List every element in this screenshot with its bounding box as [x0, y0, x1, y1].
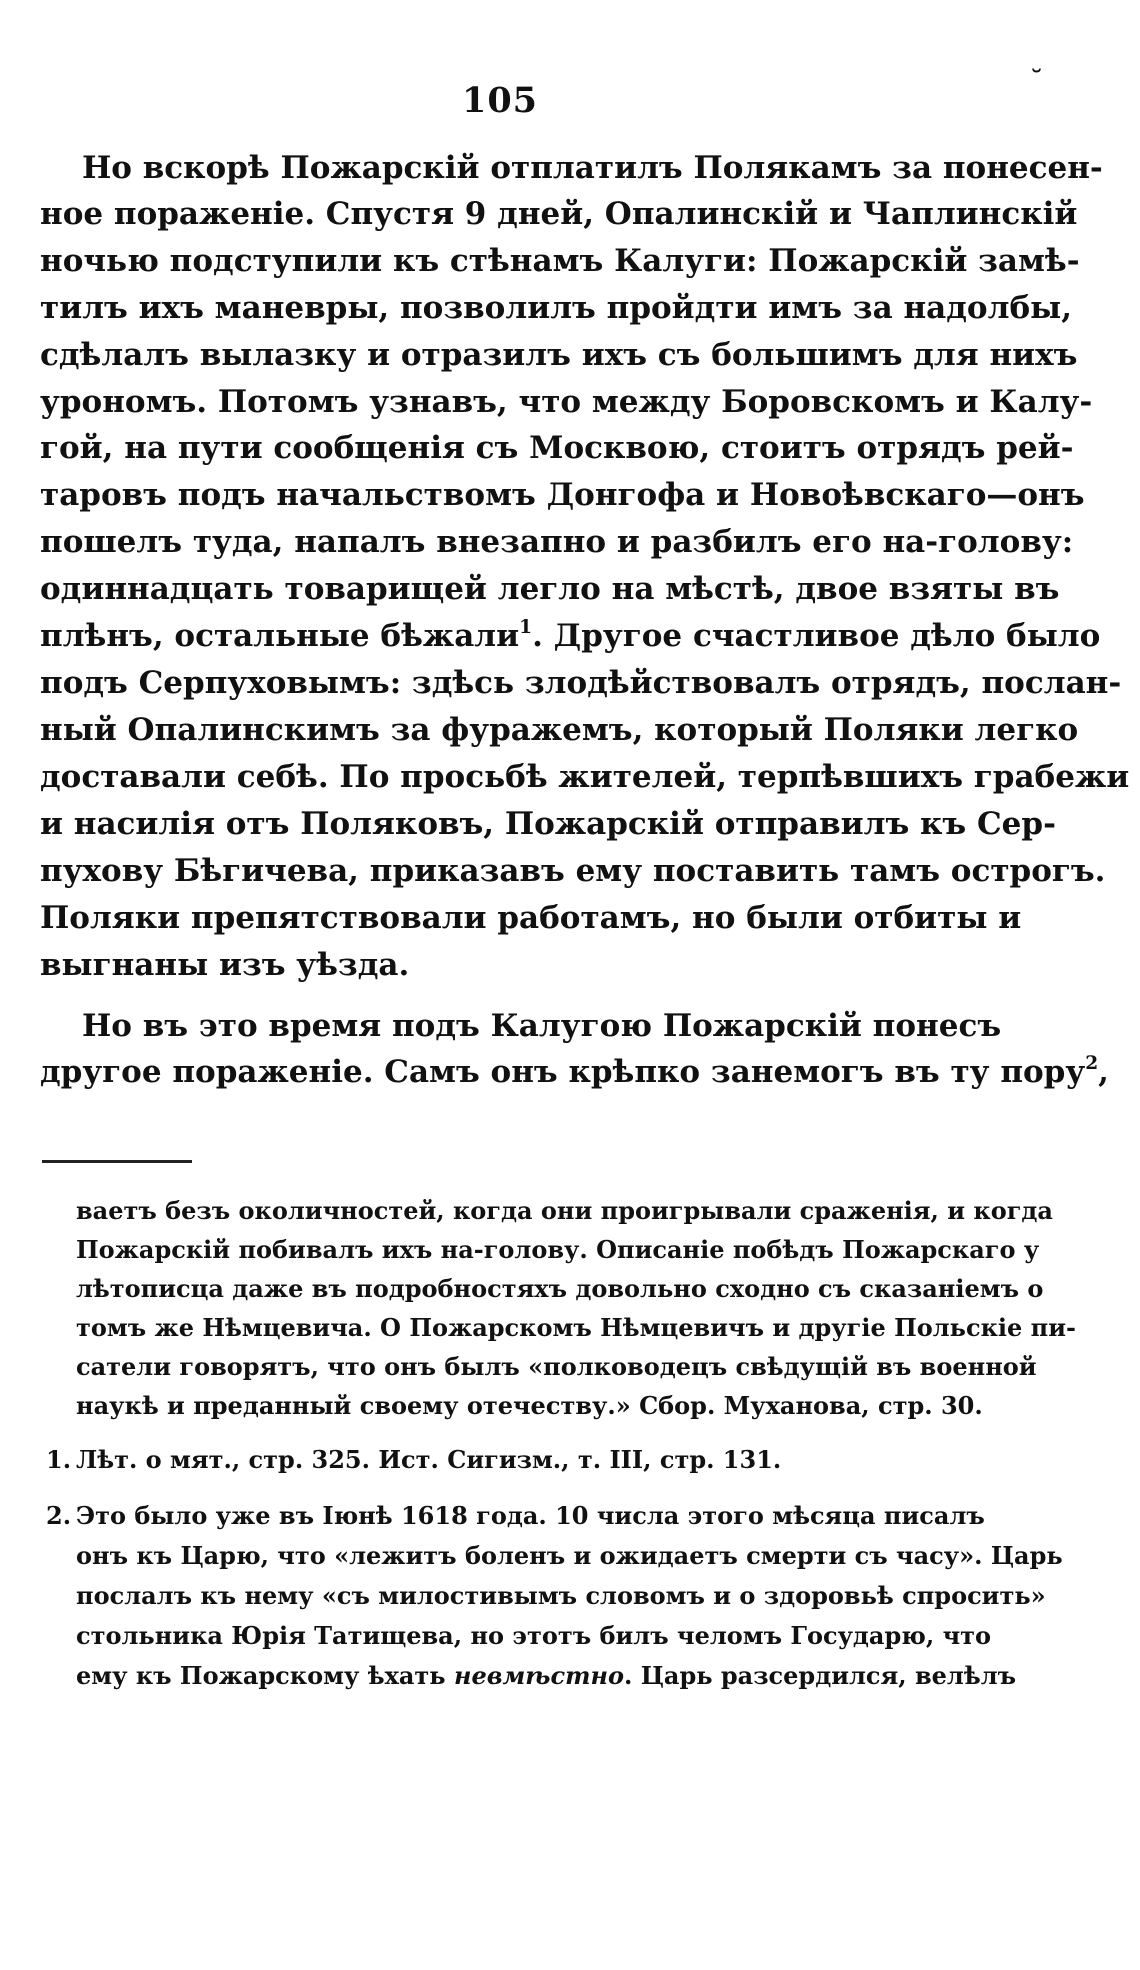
footnote-ref-1[interactable]: 1 — [519, 616, 533, 638]
footnote-separator — [42, 1160, 192, 1163]
footnote-ref-2[interactable]: 2 — [1085, 1052, 1099, 1074]
main-text-line: Но въ это время подъ Калугою Пожарскій понесъ — [82, 1008, 1002, 1044]
footnote-2: 2. Это было уже въ Іюнѣ 1618 года. 10 числа этого мѣсяца писалъ — [46, 1501, 985, 1530]
main-text-line: ночью подступили къ стѣнамъ Калуги: Пожарскій замѣ- — [40, 243, 1080, 279]
main-text-line: пухову Бѣгичева, приказавъ ему поставить тамъ острогъ. — [40, 853, 1106, 889]
footnote-text: Это было уже въ Іюнѣ 1618 года. 10 числа этого мѣсяца писалъ — [76, 1501, 985, 1530]
main-text-line: пошелъ туда, напалъ внезапно и разбилъ его на-голову: — [40, 524, 1074, 560]
main-text-line: одиннадцать товарищей легло на мѣстѣ, двое взяты въ — [40, 571, 1060, 607]
corner-mark: ˘ — [1030, 66, 1043, 96]
main-text-fragment: другое пораженіе. Самъ онъ крѣпко занемогъ въ ту пору — [40, 1054, 1086, 1090]
main-text-fragment: плѣнъ, остальные бѣжали — [40, 618, 520, 654]
footnote-text: ему къ Пожарскому ѣхать — [76, 1661, 454, 1690]
main-text-line: ный Опалинскимъ за фуражемъ, который Поляки легко — [40, 712, 1079, 748]
main-text-line: урономъ. Потомъ узнавъ, что между Боровскомъ и Калу- — [40, 384, 1093, 420]
main-text-line: сдѣлалъ вылазку и отразилъ ихъ съ большимъ для нихъ — [40, 337, 1078, 373]
footnote-text: . Царь разсердился, велѣлъ — [624, 1661, 1017, 1690]
main-text-line: подъ Серпуховымъ: здѣсь злодѣйствовалъ отрядъ, послан- — [40, 665, 1122, 701]
main-text-line: ное пораженіе. Спустя 9 дней, Опалинскій и Чаплинскій — [40, 196, 1078, 232]
main-text-fragment: . Другое счастливое дѣло было — [532, 618, 1101, 654]
footnote-continuation-line: томъ же Нѣмцевича. О Пожарскомъ Нѣмцевичъ и другіе Польскіе пи- — [76, 1313, 1076, 1342]
footnote-italic-word: невмѣстно — [453, 1661, 625, 1690]
main-text-line: выгнаны изъ уѣзда. — [40, 947, 410, 983]
main-text-line: доставали себѣ. По просьбѣ жителей, терпѣвшихъ грабежи — [40, 759, 1130, 795]
main-text-line: таровъ подъ начальствомъ Донгофа и Новоѣвскаго—онъ — [40, 477, 1085, 513]
footnote-continuation-line: сатели говорятъ, что онъ былъ «полководецъ свѣдущій въ военной — [76, 1352, 1037, 1381]
main-text-fragment: , — [1098, 1054, 1109, 1090]
footnote-line: послалъ къ нему «съ милостивымъ словомъ и о здоровьѣ спросить» — [76, 1581, 1046, 1610]
footnote-text: Лѣт. о мят., стр. 325. Ист. Сигизм., т. III, стр. 131. — [76, 1445, 782, 1474]
main-text-line — [40, 616, 1101, 654]
main-text-line: гой, на пути сообщенія съ Москвою, стоитъ отрядъ рей- — [40, 430, 1074, 466]
main-text-line — [40, 1052, 1109, 1090]
main-text-line: тилъ ихъ маневры, позволилъ пройдти имъ за надолбы, — [40, 290, 1072, 326]
footnote-continuation-line: Пожарскій побивалъ ихъ на-голову. Описаніе побѣдъ Пожарскаго у — [76, 1235, 1040, 1264]
footnote-line — [76, 1661, 1017, 1690]
main-text-line: Но вскорѣ Пожарскій отплатилъ Полякамъ за понесен- — [82, 150, 1103, 186]
main-text-line: Поляки препятствовали работамъ, но были отбиты и — [40, 900, 1022, 936]
footnote-continuation-line: лѣтописца даже въ подробностяхъ довольно сходно съ сказаніемъ о — [76, 1274, 1044, 1303]
footnote-continuation-line: ваетъ безъ околичностей, когда они проигрывали сраженія, и когда — [76, 1196, 1053, 1225]
footnote-line: стольника Юрія Татищева, но этотъ билъ челомъ Государю, что — [76, 1621, 992, 1650]
main-text-line: и насилія отъ Поляковъ, Пожарскій отправилъ къ Сер- — [40, 806, 1056, 842]
footnote-1: 1. Лѣт. о мят., стр. 325. Ист. Сигизм., т. III, стр. 131. — [46, 1445, 782, 1474]
footnote-continuation-line: наукѣ и преданный своему отечеству.» Сбор. Муханова, стр. 30. — [76, 1391, 983, 1420]
page-number: 105 — [461, 80, 539, 121]
footnote-line: онъ къ Царю, что «лежитъ боленъ и ожидаетъ смерти съ часу». Царь — [76, 1541, 1063, 1570]
